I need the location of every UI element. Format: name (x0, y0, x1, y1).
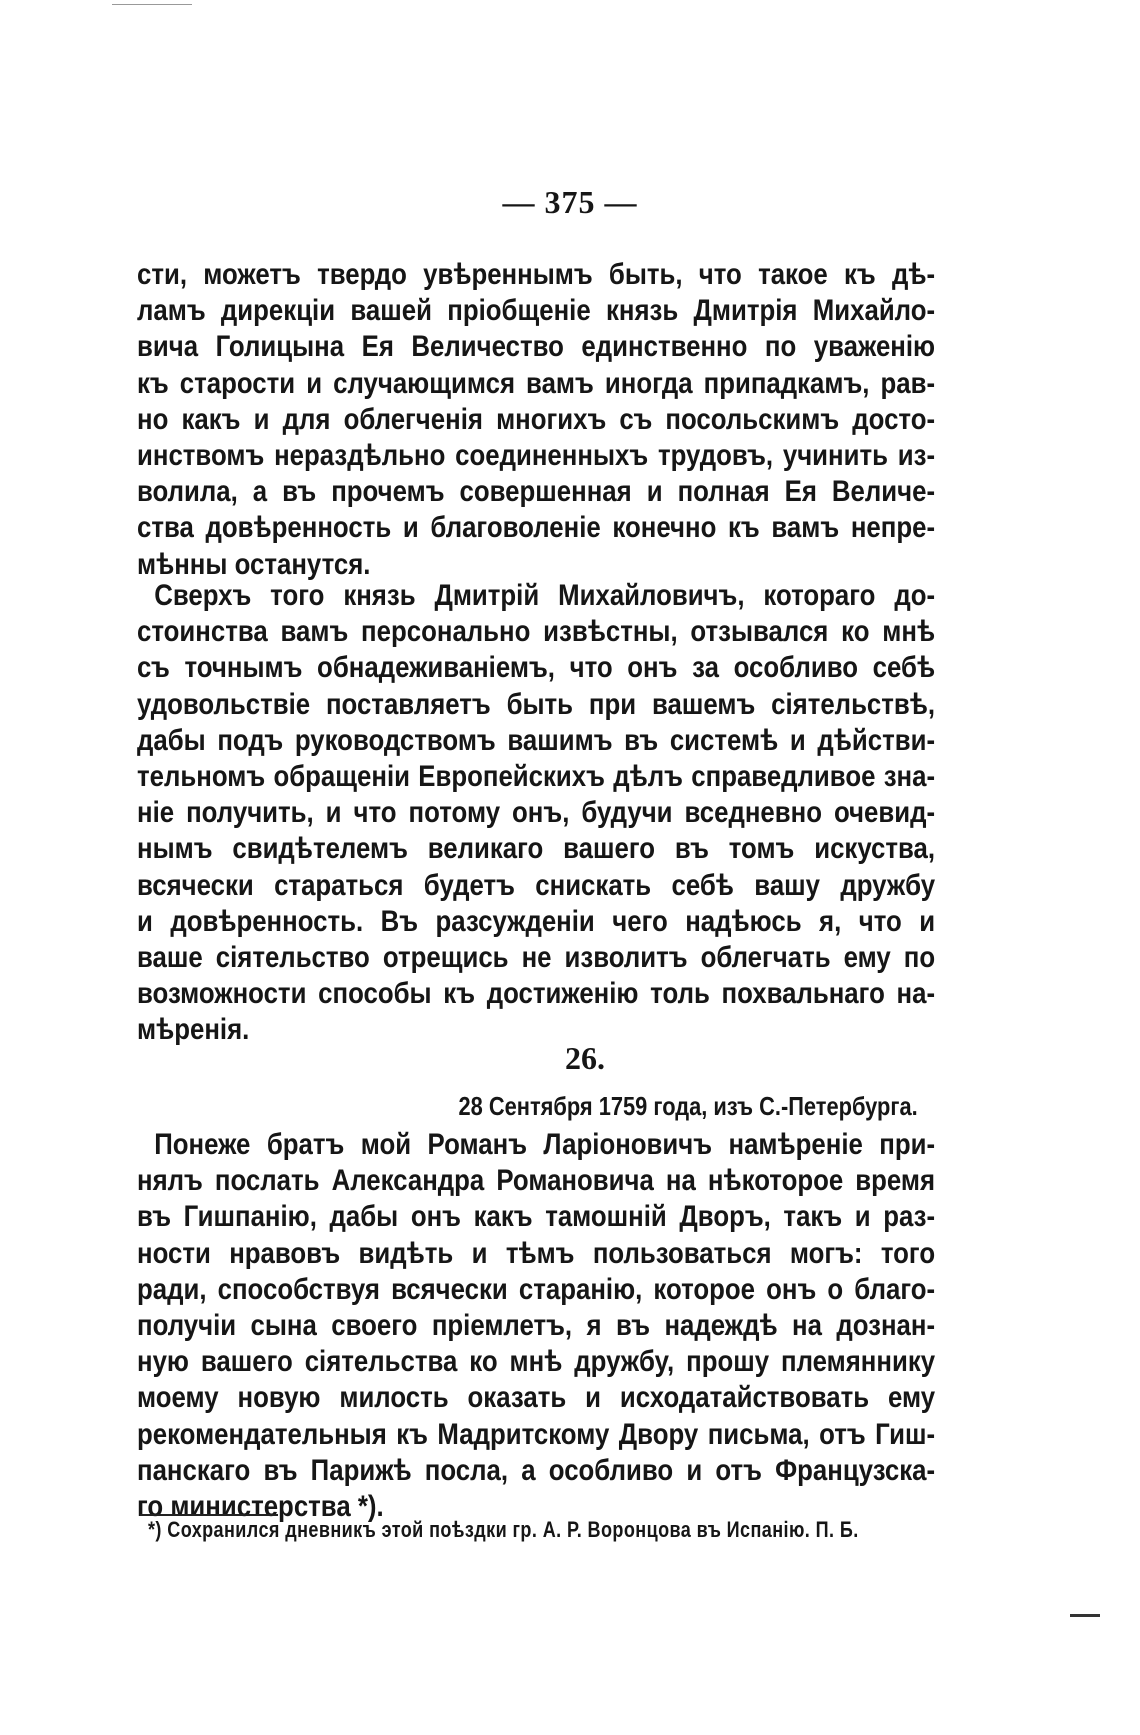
text-line: ности нравовъ видѣть и тѣмъ пользоваться могъ: того (137, 1236, 936, 1270)
text-line: въ Гишпанію, дабы онъ какъ тамошній Дворъ, такъ и раз- (137, 1200, 936, 1234)
text-line: всячески стараться будетъ снискать себѣ вашу дружбу (137, 868, 936, 902)
paragraph-continuation (137, 257, 935, 583)
text-line: рекомендательныя къ Мадритскому Двору письма, отъ Гиш- (137, 1417, 936, 1451)
text-line: нымъ свидѣтелемъ великаго вашего въ томъ искуства, (137, 832, 936, 866)
text-line: стоинства вамъ персонально извѣстны, отзывался ко мнѣ (137, 615, 936, 649)
text-line: но какъ и для облегченія многихъ съ посольскимъ досто- (137, 402, 936, 436)
text-line: ваше сіятельство отрещись не изволитъ облегчать ему по (137, 941, 936, 975)
text-line: сти, можетъ твердо увѣреннымъ быть, что такое къ дѣ- (137, 258, 936, 291)
text-line: съ точнымъ обнадеживаніемъ, что онъ за особливо себѣ (137, 651, 936, 685)
footnote-rule (140, 1514, 278, 1516)
text-line: ства довѣренность и благоволеніе конечно къ вамъ непре- (137, 511, 936, 545)
text-line: тельномъ обращеніи Европейскихъ дѣлъ справедливое зна- (137, 760, 936, 794)
letter-number: 26. (565, 1040, 605, 1076)
text-line: Сверхъ того князь Дмитрій Михайловичъ, котораго до- (154, 579, 936, 612)
text-line: дабы подъ руководствомъ вашимъ въ системѣ и дѣйстви- (137, 723, 936, 757)
text-line: и довѣренность. Въ разсужденіи чего надѣюсь я, что и (137, 904, 936, 938)
scan-mark (112, 4, 192, 5)
text-line: Понеже братъ мой Романъ Ларіоновичъ намѣреніе при- (154, 1128, 936, 1161)
text-line: волила, а въ прочемъ совершенная и полная Ея Величе- (137, 475, 936, 509)
text-line: къ старости и случающимся вамъ иногда припадкамъ, рав- (137, 366, 936, 400)
text-line: нялъ послать Александра Романовича на нѣкоторое время (137, 1164, 936, 1198)
text-line: мѣренія. (137, 1013, 250, 1047)
margin-dash (1070, 1614, 1100, 1617)
text-line: получіи сына своего пріемлетъ, я въ надеждѣ на дознан- (137, 1309, 936, 1343)
letter-date: 28 Сентября 1759 года, изъ С.-Петербурга. (458, 1091, 918, 1121)
text-line: возможности способы къ достиженію толь похвальнаго на- (137, 977, 936, 1011)
page-number: — 375 — (502, 184, 638, 220)
text-line: ламъ дирекціи вашей пріобщеніе князь Дмитрія Михайло- (137, 294, 936, 328)
text-line: ніе получить, и что потому онъ, будучи вседневно очевид- (137, 796, 936, 830)
paragraph-second (137, 578, 935, 1049)
text-line: панскаго въ Парижѣ посла, а особливо и отъ Французска- (137, 1453, 936, 1487)
text-line: го министерства *). (137, 1490, 384, 1524)
footnote: *) Сохранился дневникъ этой поѣздки гр. А. Р. Воронцова въ Испанію. П. Б. (148, 1517, 859, 1542)
text-line: инствомъ нераздѣльно соединенныхъ трудовъ, учинить из- (137, 439, 936, 473)
text-line: вича Голицына Ея Величество единственно по уваженію (137, 330, 936, 364)
text-line: ради, способствуя всячески старанію, которое онъ о благо- (137, 1272, 936, 1306)
paragraph-letter-body (137, 1127, 935, 1525)
text-line: моему новую милость оказать и исходатайствовать ему (137, 1381, 936, 1415)
text-line: ную вашего сіятельства ко мнѣ дружбу, прошу племяннику (137, 1345, 936, 1379)
text-line: мѣнны останутся. (137, 547, 371, 581)
text-line: удовольствіе поставляетъ быть при вашемъ сіятельствѣ, (137, 687, 936, 721)
